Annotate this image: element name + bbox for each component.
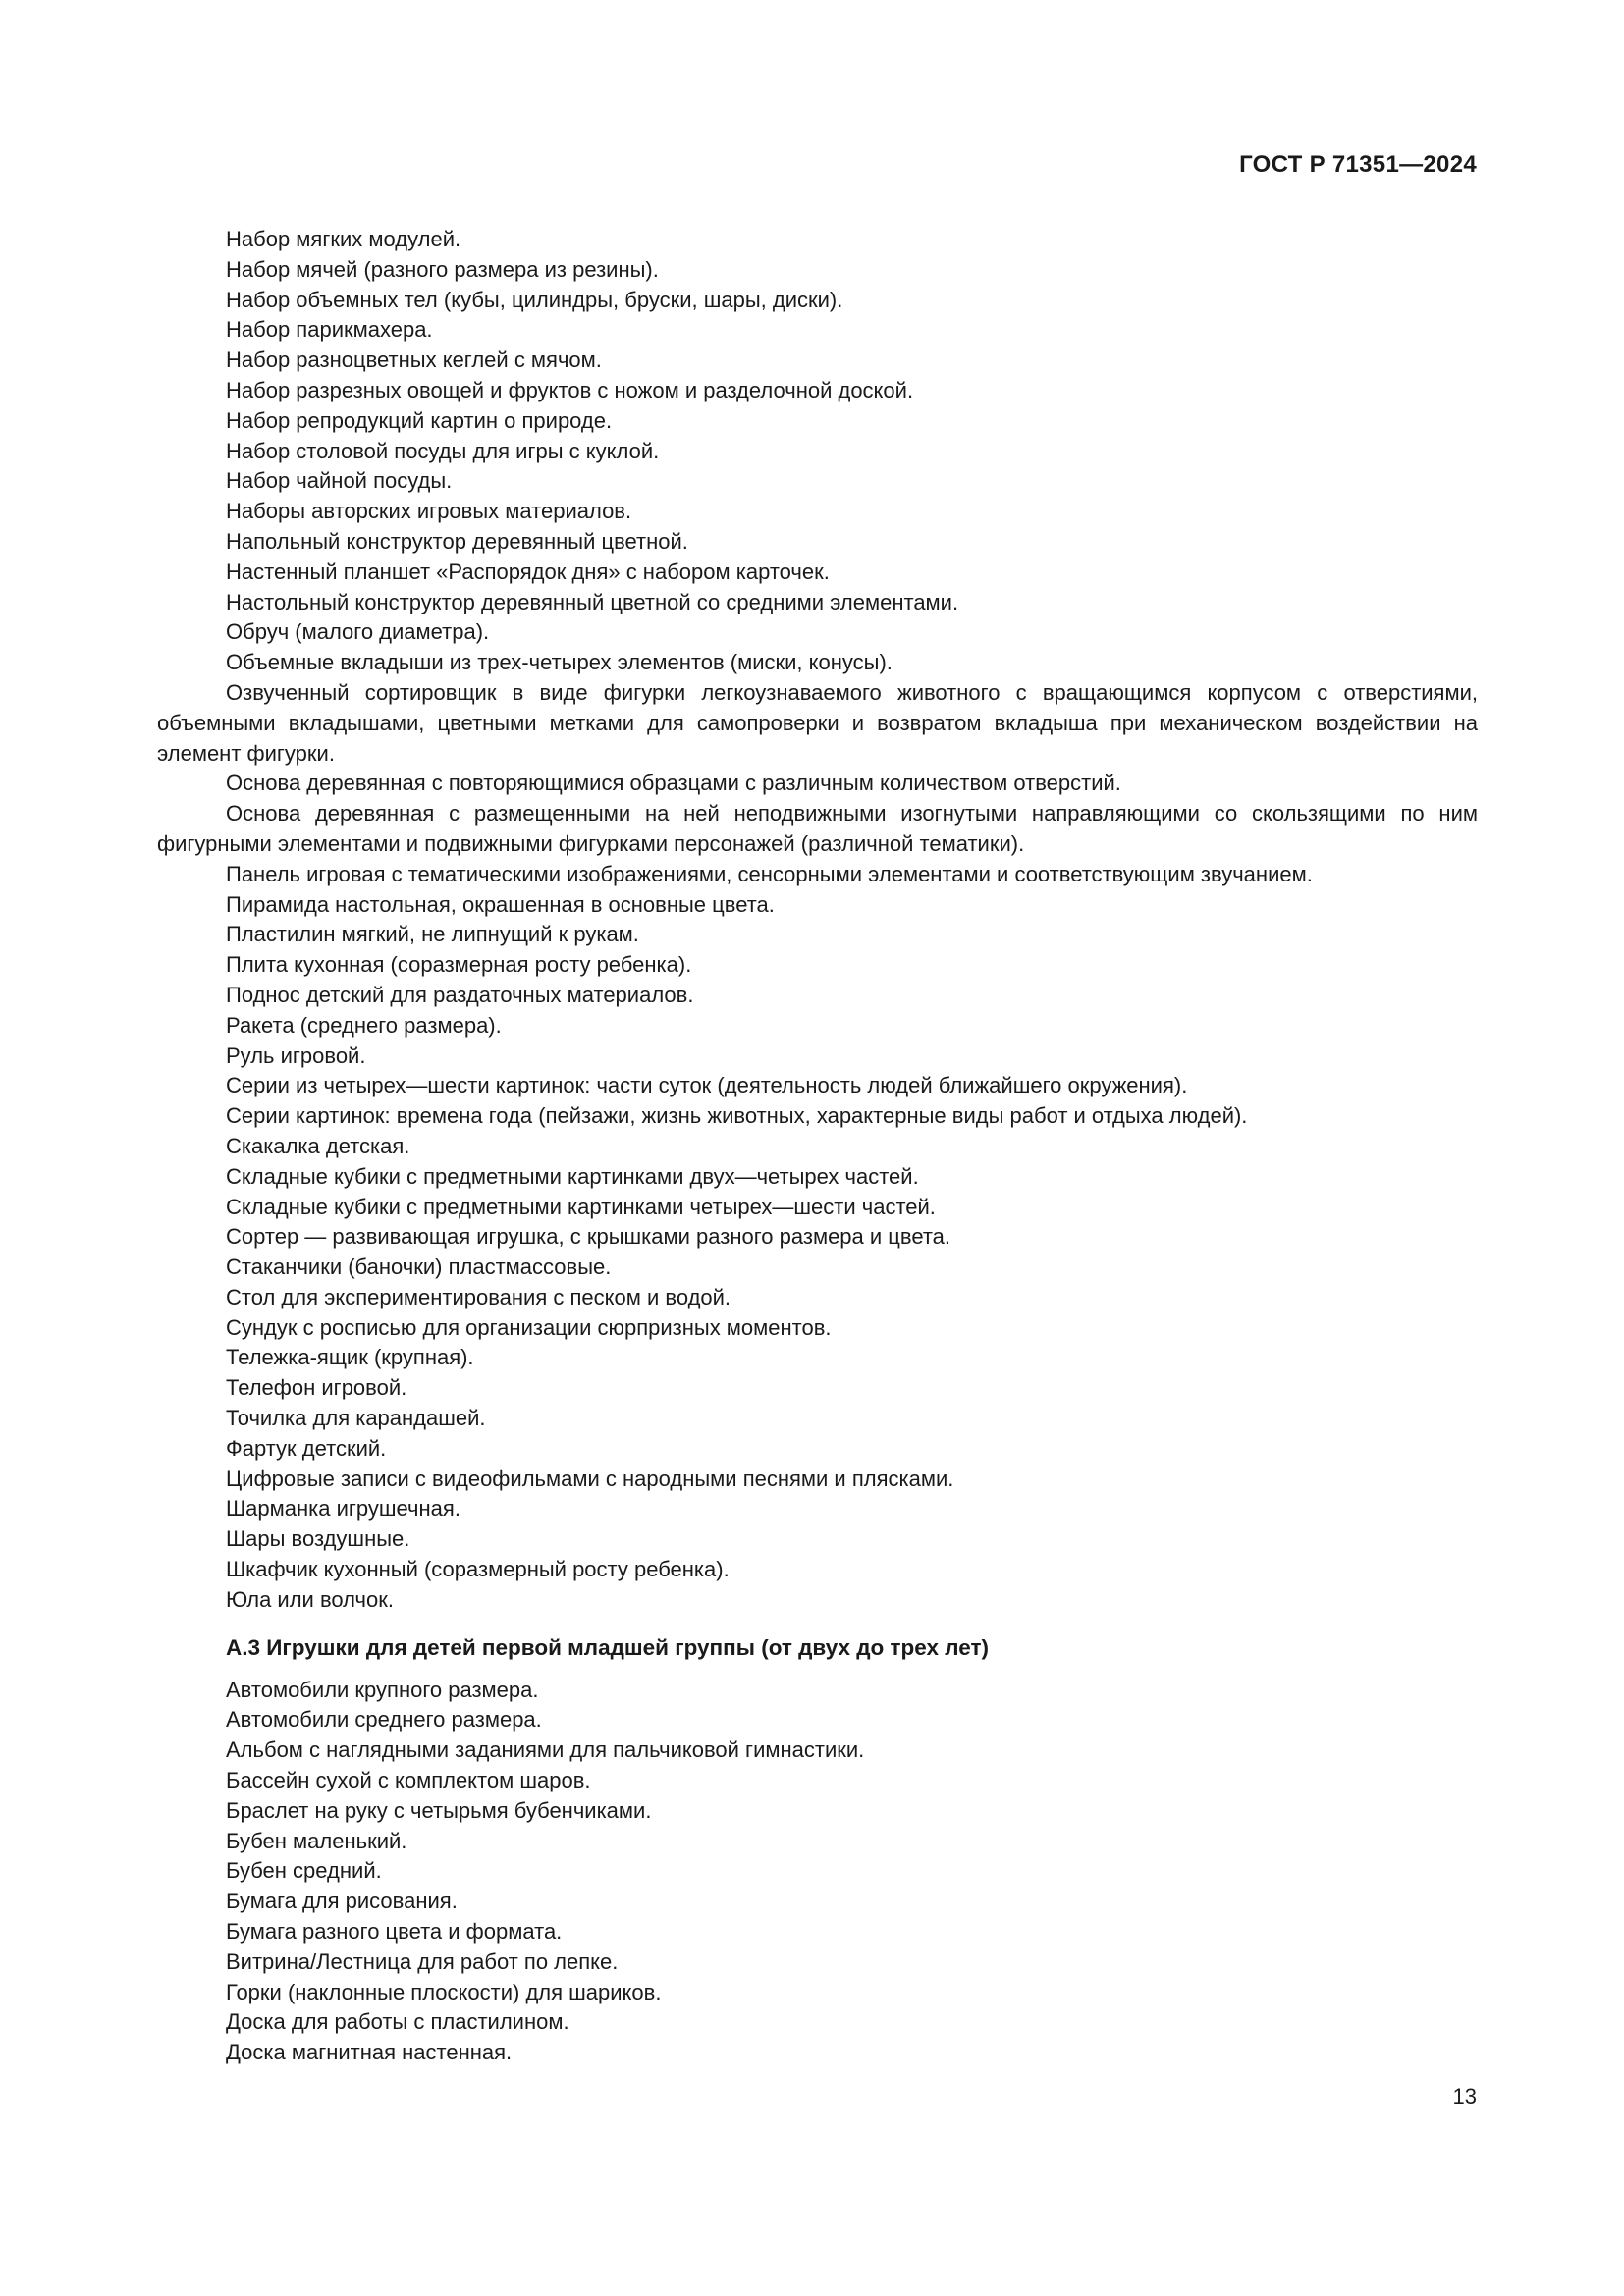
list-item: Стол для экспериментирования с песком и водой. (226, 1284, 731, 1309)
list-item: Альбом с наглядными заданиями для пальчиковой гимнастики. (226, 1737, 865, 1763)
list-item: Витрина/Лестница для работ по лепке. (226, 1949, 619, 1974)
list-item: Пирамида настольная, окрашенная в основные цвета. (226, 891, 775, 917)
list-item: Набор репродукций картин о природе. (226, 407, 613, 433)
page-number: 13 (1452, 2084, 1477, 2109)
list-item: Фартук детский. (226, 1435, 387, 1461)
list-item: Набор разрезных овощей и фруктов с ножом и разделочной доской. (226, 377, 914, 402)
list-item: Цифровые записи с видеофильмами с народными песнями и плясками. (226, 1466, 954, 1491)
list-item: Складные кубики с предметными картинками четырех—шести частей. (226, 1194, 936, 1219)
list-item: Напольный конструктор деревянный цветной. (226, 528, 688, 554)
list-item: Стаканчики (баночки) пластмассовые. (226, 1255, 612, 1280)
list-item: Серии картинок: времена года (пейзажи, жизнь животных, характерные виды работ и отдыха людей). (226, 1103, 1248, 1129)
list-item: Скакалка детская. (226, 1133, 410, 1158)
list-item: Основа деревянная с размещенными на ней неподвижными изогнутыми направляющими со скользящими по ним фигурными элементами и подвижными фигурками персонажей (различной тематики). (157, 801, 1478, 856)
list-item: Основа деревянная с повторяющимися образцами с различным количеством отверстий. (226, 771, 1121, 796)
standard-id-header: ГОСТ Р 71351—2024 (1239, 151, 1477, 178)
list-item: Набор мячей (разного размера из резины). (226, 256, 659, 282)
list-item: Доска для работы с пластилином. (226, 2009, 569, 2035)
list-item: Панель игровая с тематическими изображениями, сенсорными элементами и соответствующим звучанием. (226, 861, 1313, 886)
list-item: Серии из четырех—шести картинок: части суток (деятельность людей ближайшего окружения). (226, 1073, 1188, 1098)
item-list-a3 (157, 1676, 1478, 2068)
list-item: Шарманка игрушечная. (226, 1496, 460, 1522)
list-item: Телефон игровой. (226, 1375, 407, 1401)
list-item: Набор столовой посуды для игры с куклой. (226, 438, 660, 463)
list-item: Поднос детский для раздаточных материалов. (226, 982, 694, 1007)
list-item: Озвученный сортировщик в виде фигурки легкоузнаваемого животного с вращающимся корпусом с отверстиями, объемными вкладышами, цветными метками для самопроверки и возвратом вкладыша при механическом воздействии на элемент фигурки. (157, 679, 1478, 766)
list-item: Точилка для карандашей. (226, 1406, 486, 1431)
list-item: Юла или волчок. (226, 1586, 394, 1612)
list-item: Набор разноцветных кеглей с мячом. (226, 347, 602, 373)
list-item: Сундук с росписью для организации сюрпризных моментов. (226, 1314, 832, 1340)
list-item: Шкафчик кухонный (соразмерный росту ребенка). (226, 1557, 730, 1582)
list-item: Плита кухонная (соразмерная росту ребенка). (226, 952, 692, 978)
list-item: Бубен средний. (226, 1858, 382, 1884)
list-item: Сортер — развивающая игрушка, с крышками разного размера и цвета. (226, 1224, 951, 1250)
list-item: Настенный планшет «Распорядок дня» с набором карточек. (226, 559, 830, 584)
list-item: Браслет на руку с четырьмя бубенчиками. (226, 1797, 652, 1823)
item-list-part1 (157, 225, 1478, 1616)
list-item: Пластилин мягкий, не липнущий к рукам. (226, 922, 639, 947)
list-item: Складные кубики с предметными картинками двух—четырех частей. (226, 1163, 919, 1189)
list-item: Автомобили крупного размера. (226, 1677, 539, 1702)
list-item: Бубен маленький. (226, 1828, 407, 1853)
list-item: Автомобили среднего размера. (226, 1707, 542, 1733)
list-item: Доска магнитная настенная. (226, 2040, 513, 2065)
list-item: Тележка-ящик (крупная). (226, 1345, 474, 1370)
list-item: Бумага для рисования. (226, 1889, 458, 1914)
section-heading-a3: А.3 Игрушки для детей первой младшей группы (от двух до трех лет) (226, 1634, 990, 1660)
list-item: Наборы авторских игровых материалов. (226, 499, 632, 524)
list-item: Набор объемных тел (кубы, цилиндры, бруски, шары, диски). (226, 287, 843, 312)
list-item: Объемные вкладыши из трех-четырех элементов (миски, конусы). (226, 650, 893, 675)
list-item: Горки (наклонные плоскости) для шариков. (226, 1979, 662, 2004)
list-item: Настольный конструктор деревянный цветной со средними элементами. (226, 589, 959, 614)
list-item: Набор чайной посуды. (226, 468, 453, 494)
list-item: Руль игровой. (226, 1042, 366, 1068)
list-item: Набор парикмахера. (226, 317, 433, 343)
list-item: Набор мягких модулей. (226, 227, 461, 251)
list-item: Бумага разного цвета и формата. (226, 1919, 563, 1945)
list-item: Шары воздушные. (226, 1526, 410, 1552)
document-body (157, 225, 1478, 2068)
list-item: Обруч (малого диаметра). (226, 619, 490, 645)
list-item: Ракета (среднего размера). (226, 1012, 502, 1038)
list-item: Бассейн сухой с комплектом шаров. (226, 1768, 591, 1793)
